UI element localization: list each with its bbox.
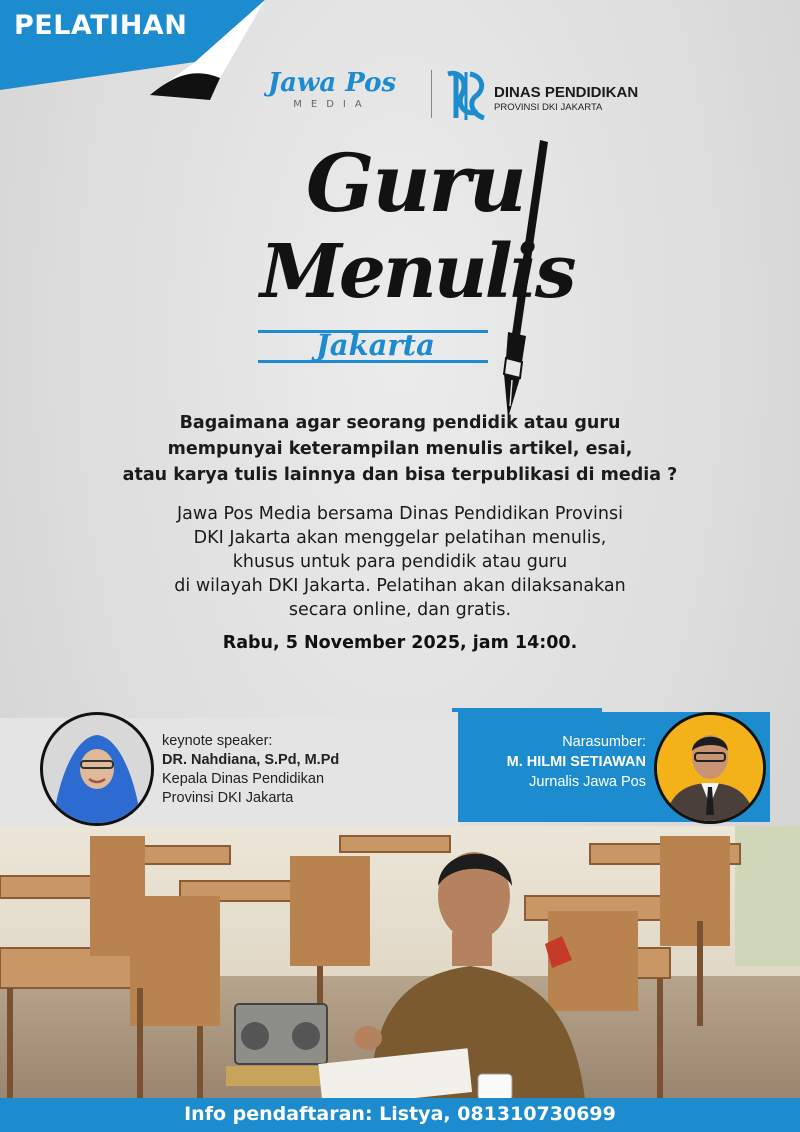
corner-banner-label: PELATIHAN	[14, 10, 188, 41]
event-datetime: Rabu, 5 November 2025, jam 14:00.	[222, 633, 578, 653]
classroom-illustration	[0, 826, 800, 1100]
dinas-logo-title: DINAS PENDIDIKAN	[494, 84, 639, 101]
classroom-photo	[0, 826, 800, 1100]
question-text	[60, 410, 740, 488]
dinas-logo-sub: PROVINSI DKI JAKARTA	[494, 102, 603, 113]
narasumber-photo	[654, 712, 766, 824]
keynote-role: keynote speaker:	[162, 733, 273, 749]
narasumber-affiliation: Jurnalis Jawa Pos	[529, 774, 646, 790]
question-line: atau karya tulis lainnya dan bisa terpublikasi di media ?	[122, 465, 678, 485]
description-text	[80, 502, 720, 622]
question-line: mempunyai keterampilan menulis artikel, esai,	[167, 439, 633, 459]
event-title	[250, 120, 610, 420]
keynote-speaker-info	[162, 732, 339, 808]
description-line: secara online, dan gratis.	[288, 600, 512, 620]
title-guru: Guru	[306, 136, 525, 230]
description-line: Jawa Pos Media bersama Dinas Pendidikan Provinsi	[177, 504, 623, 524]
title-menulis: Menulis	[260, 229, 574, 315]
jawa-pos-logo-sub: MEDIA	[293, 99, 371, 110]
keynote-title-line1: Kepala Dinas Pendidikan	[162, 771, 325, 787]
description-line: khusus untuk para pendidik atau guru	[232, 552, 568, 572]
dinas-pendidikan-emblem-icon	[442, 68, 490, 124]
title-jakarta: Jakarta	[316, 328, 435, 362]
description-line: di wilayah DKI Jakarta. Pelatihan akan dilaksanakan	[174, 576, 626, 596]
logo-divider	[431, 70, 432, 118]
description-line: DKI Jakarta akan menggelar pelatihan menulis,	[193, 528, 607, 548]
keynote-name: DR. Nahdiana, S.Pd, M.Pd	[162, 752, 340, 768]
narasumber-avatar-icon	[657, 715, 763, 821]
narasumber-name: M. HILMI SETIAWAN	[506, 754, 646, 770]
narasumber-role: Narasumber:	[562, 734, 646, 750]
fountain-pen-icon	[468, 136, 558, 416]
jawa-pos-logo-name: Jawa Pos	[267, 68, 397, 98]
jawa-pos-media-logo	[252, 70, 412, 110]
keynote-speaker-photo	[40, 712, 154, 826]
question-line: Bagaimana agar seorang pendidik atau guru	[179, 413, 621, 433]
keynote-avatar-icon	[43, 715, 151, 823]
keynote-title-line2: Provinsi DKI Jakarta	[162, 790, 294, 806]
dinas-pendidikan-logo	[442, 68, 652, 124]
registration-info-footer: Info pendaftaran: Listya, 081310730699	[0, 1098, 800, 1132]
narasumber-info	[470, 732, 646, 792]
corner-banner	[0, 0, 290, 100]
